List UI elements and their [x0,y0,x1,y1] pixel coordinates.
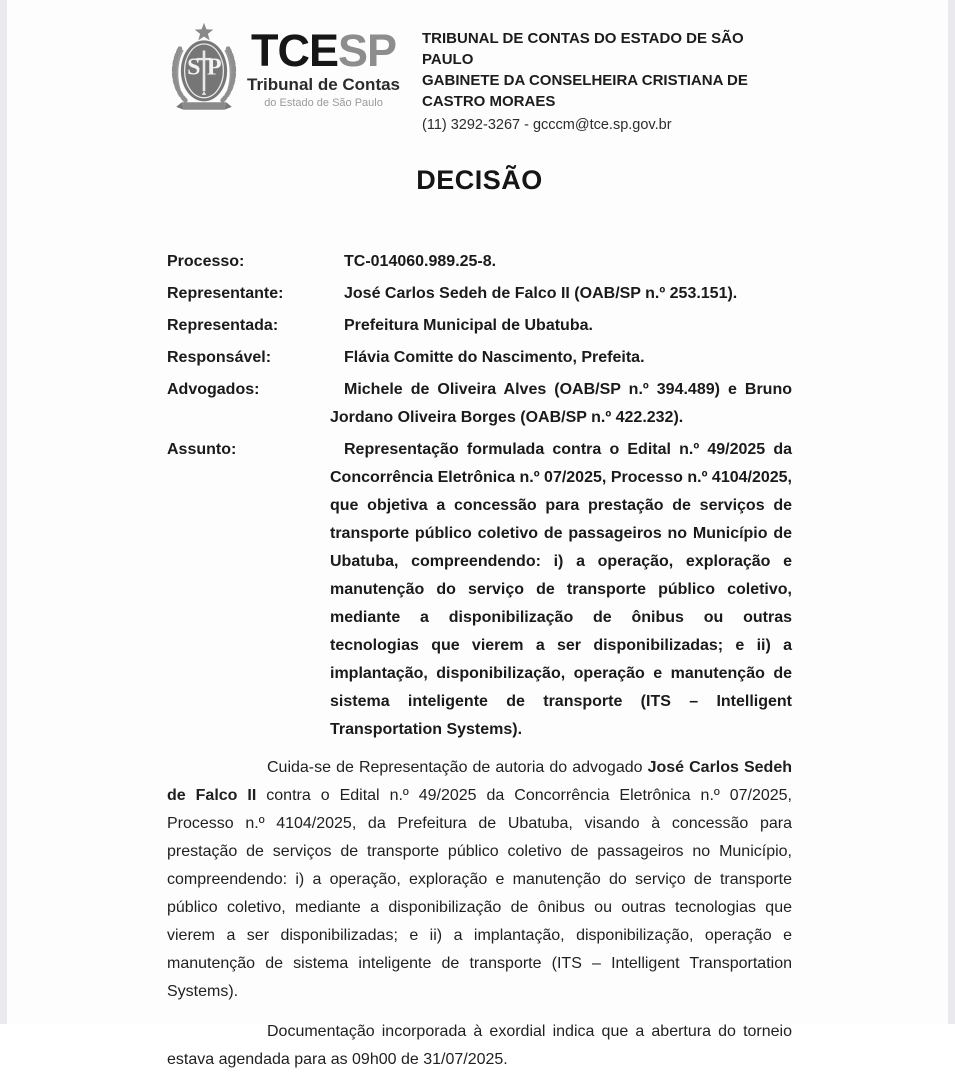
field-row-advogados [167,376,792,432]
field-row-processo [167,248,792,276]
org-contact: (11) 3292-3267 - gcccm@tce.sp.gov.br [422,117,672,133]
field-label: Representada: [167,317,279,334]
logo-acronym [247,25,400,76]
svg-text:S: S [187,54,201,81]
field-row-responsavel [167,344,792,372]
field-label: Responsável: [167,349,272,366]
org-name: TRIBUNAL DE CONTAS DO ESTADO DE SÃO PAULO [422,30,744,68]
logo-wordmark [247,25,401,109]
field-row-representante [167,280,792,308]
para1-text-pre: Cuida-se de Representação de autoria do advogado [267,759,648,776]
letterhead [167,20,792,133]
logo-acronym-tce: TCE [251,25,338,76]
document-title: DECISÃO [416,165,543,195]
org-cabinet: GABINETE DA CONSELHEIRA CRISTIANA DE CASTRO MORAES [422,72,748,110]
field-label: Assunto: [167,441,237,458]
svg-text:P: P [206,54,222,81]
field-value: Representação formulada contra o Edital n.º 49/2025 da Concorrência Eletrônica n.º 07/2025, Processo n.º 4104/2025, que objetiva a concessão para prestação de serviços de transporte público coletivo de passageiros no Município de Ubatuba, compreendendo: i) a operação, exploração e manutenção do serviço de transporte público coletivo, mediante a disponibilização de ônibus ou outras tecnologias que vierem a ser disponibilizadas; e ii) a implantação, disponibilização, operação e manutenção de sistema inteligente de transporte (ITS – Intelligent Transportation Systems). [330,441,792,738]
body-paragraph-1 [167,754,792,1006]
field-row-assunto [167,436,792,744]
org-identification [422,20,792,133]
case-fields [167,248,792,744]
coat-of-arms-icon [167,20,241,118]
field-label: Advogados: [167,381,260,398]
para1-text-post: contra o Edital n.º 49/2025 da Concorrência Eletrônica n.º 07/2025, Processo n.º 4104/2025, da Prefeitura de Ubatuba, visando à concessão para prestação de serviços de transporte público coletivo de passageiros no Município, compreendendo: i) a operação, exploração e manutenção do serviço de transporte público coletivo, mediante a disponibilização de ônibus ou outras tecnologias que vierem a ser disponibilizadas; e ii) a implantação, disponibilização, operação e manutenção de sistema inteligente de transporte (ITS – Intelligent Transportation Systems). [167,787,792,1000]
field-value: Michele de Oliveira Alves (OAB/SP n.º 394.489) e Bruno Jordano Oliveira Borges (OAB/SP n.º 422.232). [330,381,792,426]
logo-acronym-sp: SP [338,25,397,76]
logo-subtitle: Tribunal de Contas [247,75,401,94]
field-value: Flávia Comitte do Nascimento, Prefeita. [344,349,645,366]
tcesp-logo [167,20,410,118]
field-value: José Carlos Sedeh de Falco II (OAB/SP n.º 253.151). [344,285,738,302]
field-row-representada [167,312,792,340]
field-label: Representante: [167,285,284,302]
field-value: Prefeitura Municipal de Ubatuba. [344,317,593,334]
field-value: TC-014060.989.25-8. [344,253,497,270]
para1-representante-name: José Carlos Sedeh de Falco II [167,759,793,804]
body-paragraph-2: Documentação incorporada à exordial indica que a abertura do torneio estava agendada para as 09h00 de 31/07/2025. [167,1023,792,1068]
logo-subtitle-state: do Estado de São Paulo [264,97,383,109]
field-label: Processo: [167,253,245,270]
